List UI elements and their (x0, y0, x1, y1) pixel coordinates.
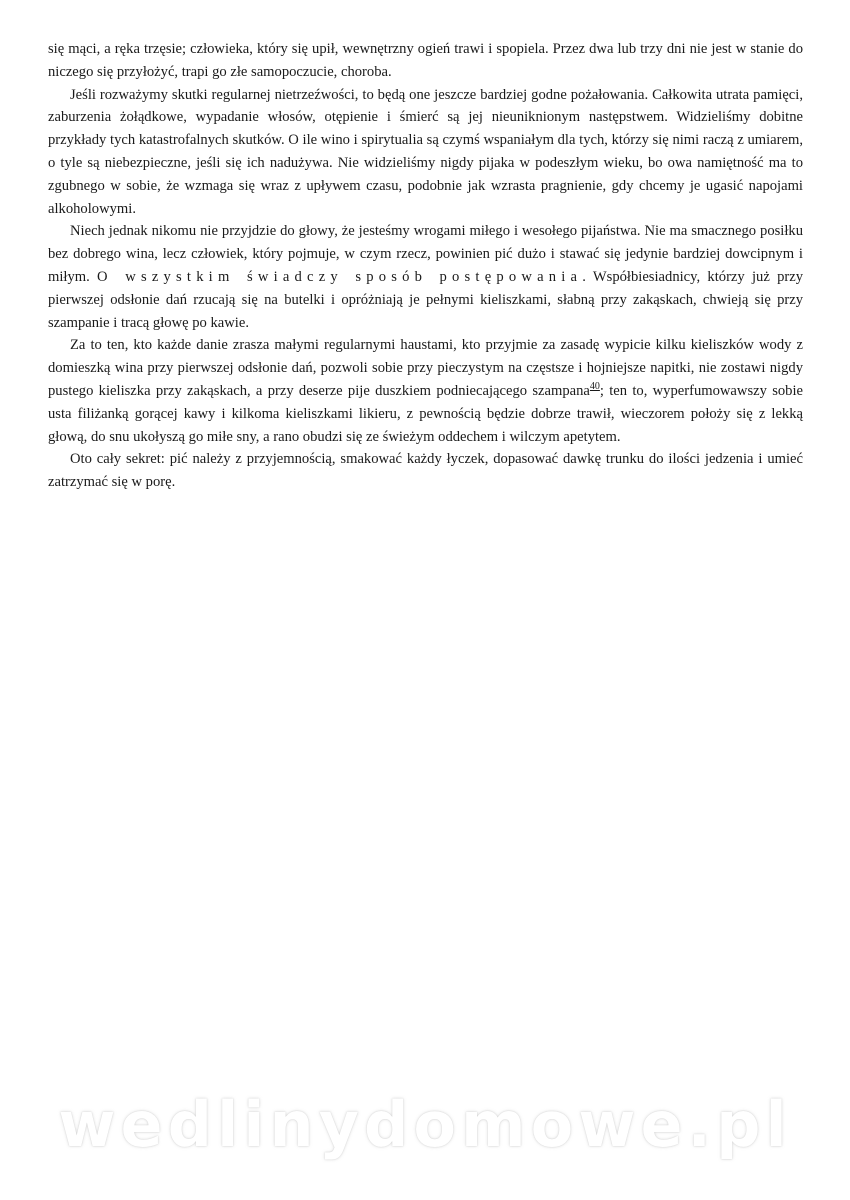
paragraph-text: się mąci, a ręka trzęsie; człowieka, który się upił, wewnętrzny ogień trawi i spopiela. Przez dwa lub trzy dni nie jest w stanie do niczego się przyłożyć, trapi go złe samopoczucie, choroba. (48, 41, 803, 80)
paragraph-text: ; ten to, wyperfumowawszy sobie usta filiżanką gorącej kawy i kilkoma kieliszkami likieru, z pewnością będzie dobrze trawił, wieczorem położy się z lekką głową, do snu ukołyszą go miłe sny, a rano obudzi się ze świeżym oddechem i wilczym apetytem. (48, 382, 803, 445)
watermark: wedlinydomowe.pl (58, 1088, 792, 1161)
paragraph-text: Oto cały sekret: pić należy z przyjemnością, smakować każdy łyczek, dopasować dawkę trunku do ilości jedzenia i umieć zatrzymać się w porę. (48, 451, 803, 491)
paragraph-1 (48, 38, 803, 84)
paragraph-3 (48, 220, 803, 334)
paragraph-5 (48, 448, 803, 494)
paragraph-4 (48, 334, 803, 448)
paragraph-text: Niech jednak nikomu nie przyjdzie do głowy, że jesteśmy wrogami miłego i wesołego pijaństwa. Nie ma smacznego posiłku bez dobrego wina, lecz człowiek, który pojmuje, w czym rzecz, powinien pić dużo i stawać się jedynie bardziej dowcipnym i miłym. (48, 223, 803, 285)
paragraph-text: . Współbiesiadnicy, którzy już przy pierwszej odsłonie dań rzucają się na butelki i opróżniają je pełnymi kieliszkami, słabną przy zakąskach, chwieją się przy szampanie i tracą głowę po kawie. (48, 268, 804, 331)
paragraph-text: Za to ten, kto każde danie zrasza małymi regularnymi haustami, kto przyjmie za zasadę wypicie kilku kieliszków wody z domieszką wina przy pierwszej odsłonie dań, pozwoli sobie przy pieczystym na częstsze i hojniejsze napitki, nie zostawi nigdy pustego kieliszka przy zakąskach, a przy deserze pije duszkiem podniecającego szampana (48, 337, 803, 399)
paragraph-text: Jeśli rozważymy skutki regularnej nietrzeźwości, to będą one jeszcze bardziej godne pożałowania. Całkowita utrata pamięci, zaburzenia żołądkowe, wypadanie włosów, otępienie i śmierć są jej nieuniknionym następstwem. Widzieliśmy dobitne przykłady tych katastrofalnych skutków. O ile wino i spirytualia są czymś wspaniałym dla tych, którzy się nimi raczą z umiarem, o tyle są niebezpieczne, jeśli się ich nadużywa. Nie widzieliśmy nigdy pijaka w podeszłym wieku, bo owa namiętność ma to zgubnego w sobie, że wzmaga się wraz z upływem czasu, podobnie jak wzrasta pragnienie, gdy chcemy je ugasić napojami alkoholowymi. (48, 86, 803, 217)
footnote-link-40[interactable]: 40 (589, 381, 600, 393)
paragraph-2 (48, 84, 803, 221)
document-body (48, 38, 803, 494)
emphasized-spaced-text: O wszystkim świadczy sposób postępowania (97, 268, 583, 285)
